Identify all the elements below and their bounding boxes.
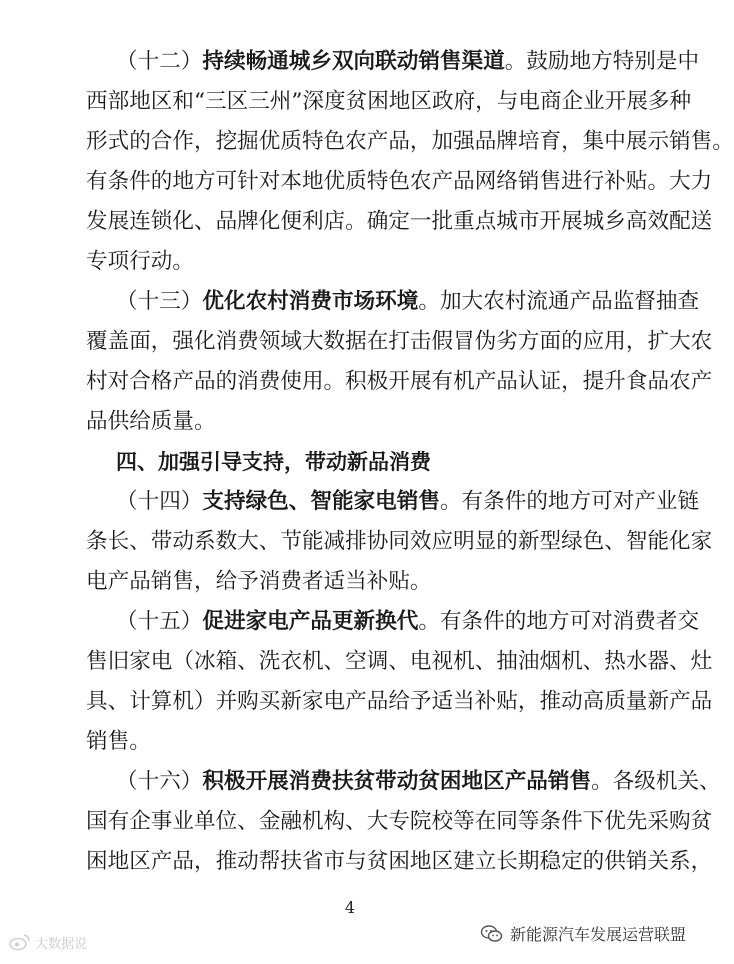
watermark-right-text: 新能源汽车发展运营联盟	[509, 925, 686, 944]
text-line	[86, 642, 713, 682]
text-line	[86, 802, 713, 842]
wechat-logo-icon	[480, 924, 504, 944]
text-line	[116, 602, 700, 642]
line-text: 品供给质量。	[86, 409, 216, 434]
text-line	[86, 82, 692, 122]
weibo-logo-icon	[8, 932, 32, 952]
text-line	[86, 162, 713, 202]
text-line	[116, 482, 700, 522]
text-line	[116, 42, 700, 82]
item-title: 支持绿色、智能家电销售	[202, 489, 440, 514]
watermark-right	[480, 922, 686, 945]
line-text: 具、计算机）并购买新家电产品给予适当补贴，推动高质量新产品	[86, 689, 713, 714]
text-line	[86, 722, 634, 762]
line-text: 国有企事业单位、金融机构、大专院校等在同等条件下优先采购贫	[86, 809, 713, 834]
section-heading: 四、加强引导支持，带动新品消费	[116, 450, 431, 474]
line-text: 有条件的地方可针对本地优质特色农产品网络销售进行补贴。大力	[86, 169, 713, 194]
line-text: 售旧家电（冰箱、洗衣机、空调、电视机、抽油烟机、热水器、灶	[86, 649, 713, 674]
page-number: 4	[344, 898, 356, 917]
text-line	[86, 522, 713, 562]
line-text: 西部地区和“三区三州”深度贫困地区政府，与电商企业开展多种	[86, 89, 692, 114]
watermark-left	[8, 932, 87, 952]
line-text: 条长、带动系数大、节能减排协同效应明显的新型绿色、智能化家	[86, 529, 713, 554]
text-line	[116, 762, 721, 802]
line-text: 形式的合作，挖掘优质特色农产品，加强品牌培育，集中展示销售。	[86, 129, 734, 154]
text-line	[86, 122, 734, 162]
line-text: 专项行动。	[86, 249, 194, 274]
item-number: （十五）	[116, 609, 203, 634]
item-number: （十二）	[116, 49, 203, 74]
text-line	[86, 362, 713, 402]
line-text: 。加大农村流通产品监督抽查	[418, 289, 700, 314]
item-title: 优化农村消费市场环境	[202, 289, 419, 314]
line-text: 。有条件的地方可对产业链	[439, 489, 700, 514]
line-text: 覆盖面，强化消费领域大数据在打击假冒伪劣方面的应用，扩大农	[86, 329, 713, 354]
text-line	[86, 242, 634, 282]
text-line	[86, 322, 713, 362]
line-text: 困地区产品，推动帮扶省市与贫困地区建立长期稳定的供销关系，	[86, 849, 713, 874]
item-number: （十六）	[116, 769, 203, 794]
text-line	[86, 682, 713, 722]
line-text: 。各级机关、	[591, 769, 721, 794]
line-text: 发展连锁化、品牌化便利店。确定一批重点城市开展城乡高效配送	[86, 209, 713, 234]
item-title: 持续畅通城乡双向联动销售渠道	[202, 49, 505, 74]
item-number: （十四）	[116, 489, 203, 514]
line-text: 。有条件的地方可对消费者交	[418, 609, 700, 634]
line-text: 电产品销售，给予消费者适当补贴。	[86, 569, 432, 594]
watermark-left-text: 大数据说	[35, 936, 88, 952]
text-line	[86, 402, 634, 442]
line-text: 销售。	[86, 729, 151, 754]
text-line	[86, 202, 713, 242]
text-line	[86, 562, 634, 602]
item-number: （十三）	[116, 289, 203, 314]
text-line	[116, 282, 700, 322]
item-title: 积极开展消费扶贫带动贫困地区产品销售	[202, 769, 592, 794]
line-text: 。鼓励地方特别是中	[504, 49, 700, 74]
text-line	[86, 842, 713, 882]
item-title: 促进家电产品更新换代	[202, 609, 419, 634]
line-text: 村对合格产品的消费使用。积极开展有机产品认证，提升食品农产	[86, 369, 713, 394]
